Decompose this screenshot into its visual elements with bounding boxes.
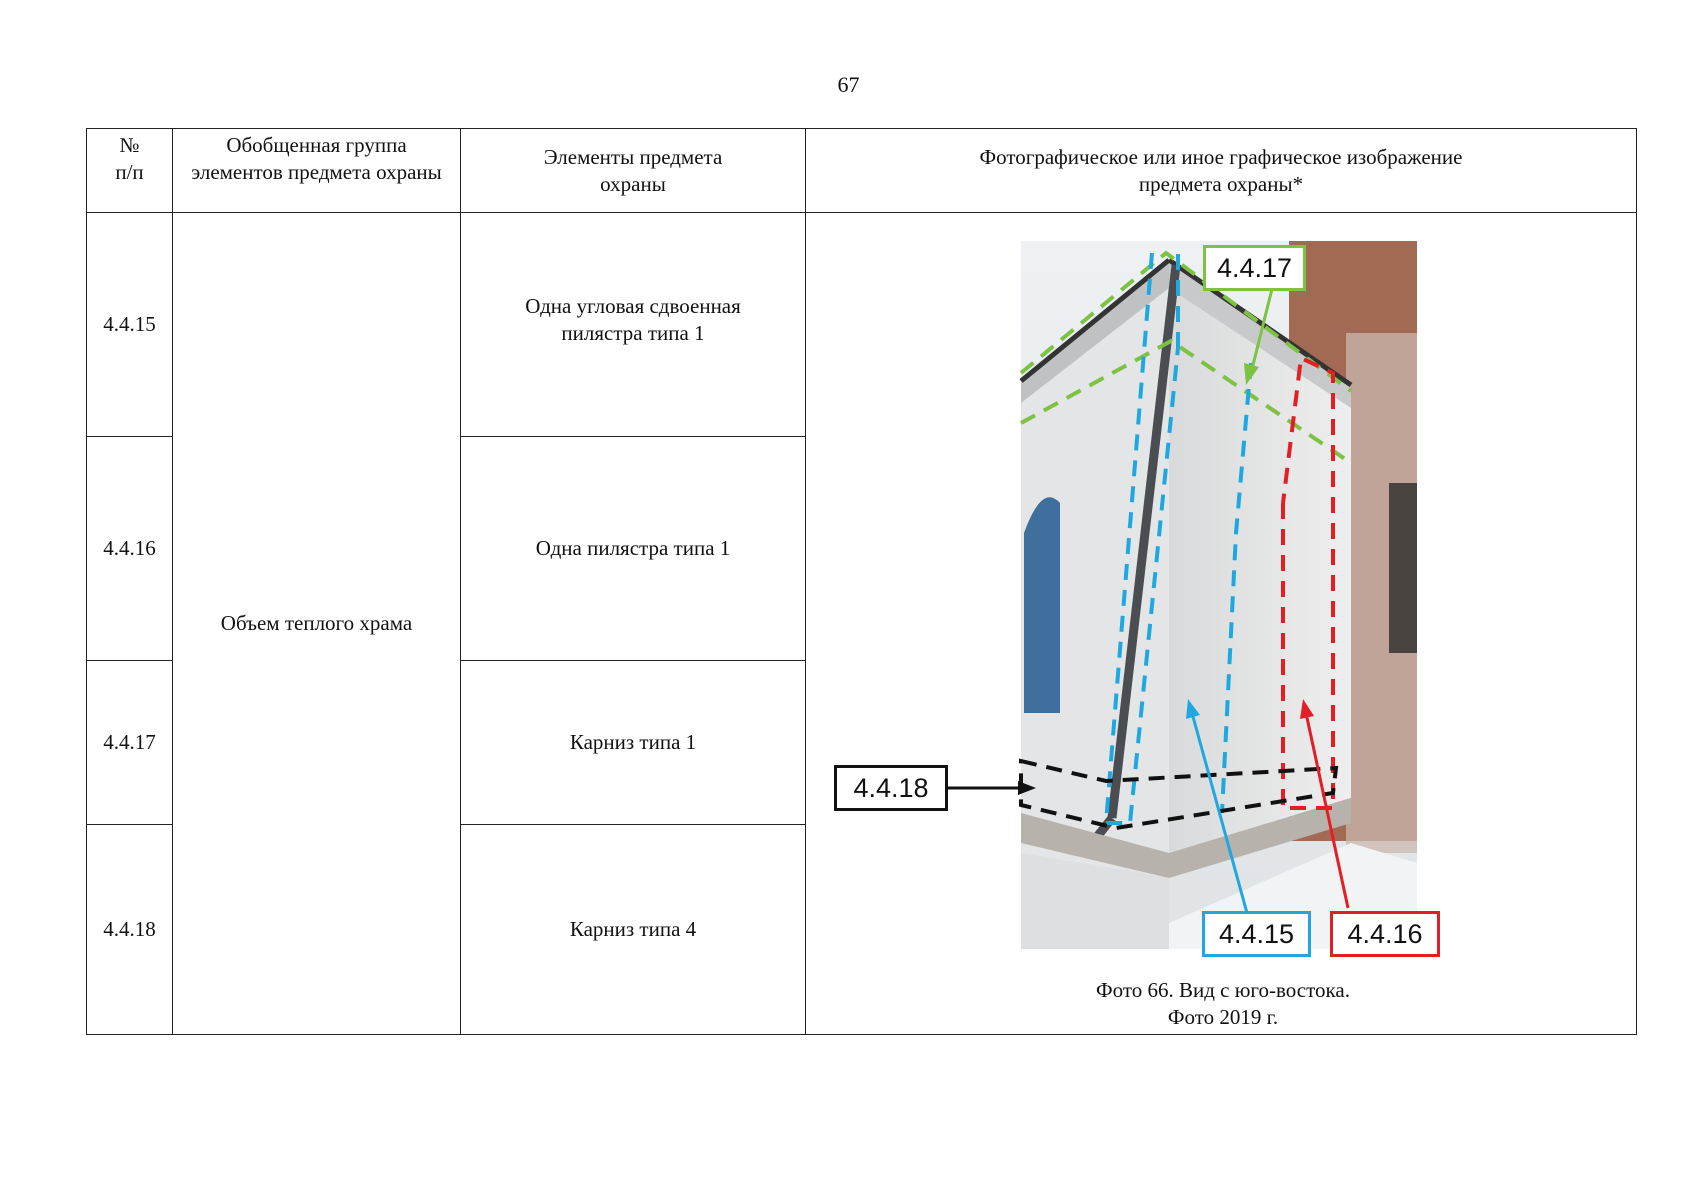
photo-caption [806,977,1640,1031]
row-num: 4.4.17 [87,661,173,825]
row-element: Одна пилястра типа 1 [461,437,806,661]
table-row [87,213,1637,437]
header-image: Фотографическое или иное графическое изображение предмета охраны* [806,129,1637,213]
protection-table [86,128,1637,1035]
photo-figure [806,213,1640,1035]
caption-line-1: Фото 66. Вид с юго-востока. [1096,978,1350,1002]
page-number: 67 [837,72,860,97]
label-4-4-18: 4.4.18 [834,765,948,811]
row-element: Карниз типа 1 [461,661,806,825]
row-element: Одна угловая сдвоенная пилястра типа 1 [461,213,806,437]
group-cell: Объем теплого храма [173,213,461,1035]
photo-cell [806,213,1637,1035]
label-4-4-17: 4.4.17 [1203,245,1306,291]
row-num: 4.4.16 [87,437,173,661]
header-group: Обобщенная группа элементов предмета охраны [173,129,461,213]
caption-line-2: Фото 2019 г. [1167,1005,1279,1029]
header-num: № п/п [87,129,173,213]
row-element: Карниз типа 4 [461,825,806,1035]
table-header-row [87,129,1637,213]
label-4-4-15: 4.4.15 [1202,911,1311,957]
row-num: 4.4.18 [87,825,173,1035]
row-num: 4.4.15 [87,213,173,437]
header-elements: Элементы предмета охраны [461,129,806,213]
label-4-4-16: 4.4.16 [1330,911,1440,957]
